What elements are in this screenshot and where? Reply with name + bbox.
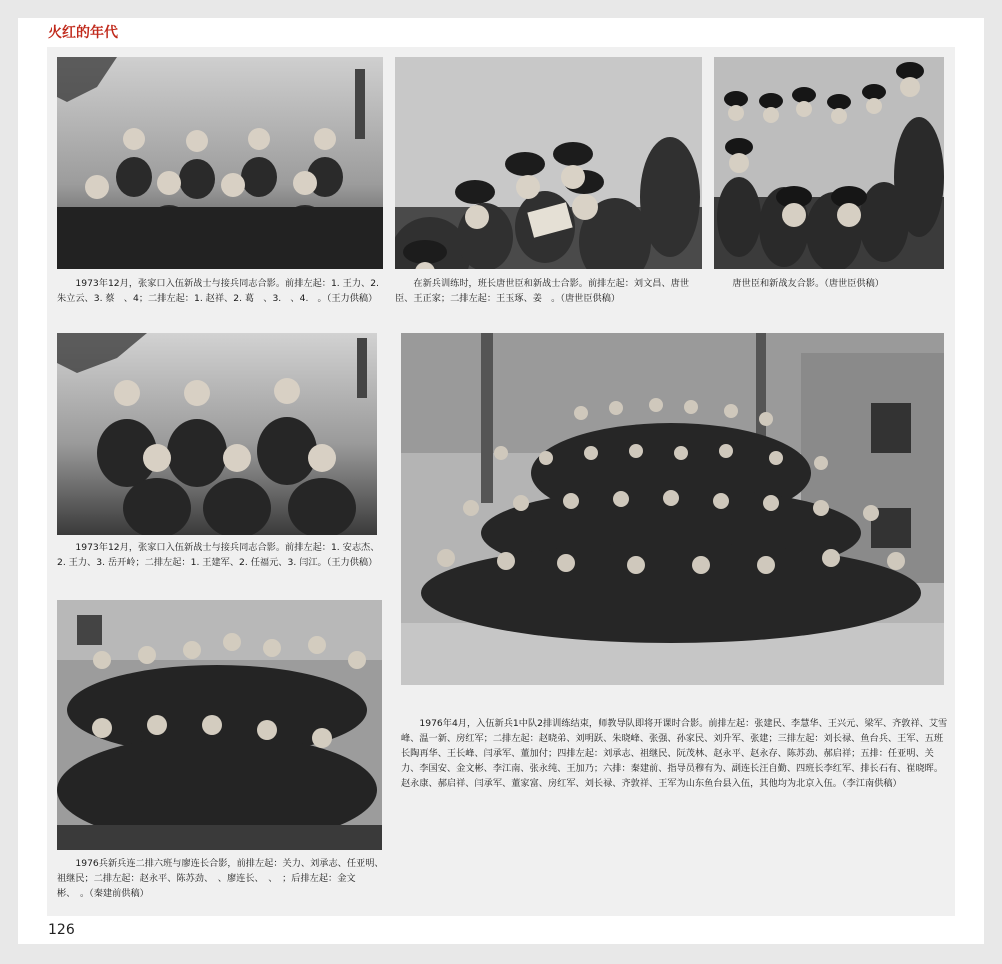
- photo-comrades: [714, 57, 944, 269]
- photo-1976-squad: [57, 600, 382, 850]
- caption-photo-6: 1976兵新兵连二排六班与廖连长合影，前排左起：关力、刘承志、任亚明、祖继民；二排左起：赵永平、陈苏劲、 、廖连长、 、 ；后排左起：金文彬、 。（秦建前供稿）: [57, 858, 384, 899]
- page-number: 126: [48, 922, 75, 938]
- caption-photo-5: 1976年4月，入伍新兵1中队2排训练结束，师教导队即将开课时合影。前排左起：张建民、李慧华、王兴元、梁军、齐敦祥、艾雪峰、温一新、房红军；二排左起：赵晓弟、刘明跃、朱晓峰、张强、孙家民、刘升军、张建；三排左起：刘长禄、鱼台兵、王军、五班长陶再华、王长峰、闫承军、董加付；四排左起：刘承志、祖继民、阮茂林、赵永平、赵永存、陈苏劲、郝启祥；五排：任亚明、关力、李国安、金文彬、李江南、张永纯、王加乃；六排：秦建前、指导员穆有为、副连长汪自勤、四班长李红军、排长石有、崔晓晖。赵永康、郝启祥、闫承军、董家富、房红军、刘长禄、齐敦祥、王军为山东鱼台县入伍，其他均为北京入伍。（李江南供稿）: [401, 718, 948, 789]
- caption-photo-1: 1973年12月，张家口入伍新战士与接兵同志合影。前排左起：1. 王力、2. 朱立云、3. 蔡 、4；二排左起：1. 赵祥、2. 葛 、3. 、4. 。（王力供稿）: [57, 278, 379, 304]
- photo-training: [395, 57, 702, 269]
- caption-photo-3: 唐世臣和新战友合影。（唐世臣供稿）: [732, 278, 884, 289]
- section-title: 火红的年代: [48, 25, 118, 41]
- caption-photo-2: 在新兵训练时，班长唐世臣和新战士合影。前排左起：刘文昌、唐世臣、王正家；二排左起：王玉琢、姜 。（唐世臣供稿）: [395, 278, 690, 304]
- photo-1976-company: [401, 333, 944, 685]
- caption-photo-4: 1973年12月，张家口入伍新战士与接兵同志合影。前排左起：1. 安志杰、2. 王力、3. 岳开岭；二排左起：1. 王建军、2. 任福元、3. 闫江。（王力供稿）: [57, 542, 380, 568]
- photo-1973-group-b: [57, 333, 377, 535]
- photo-1973-group-a: [57, 57, 383, 269]
